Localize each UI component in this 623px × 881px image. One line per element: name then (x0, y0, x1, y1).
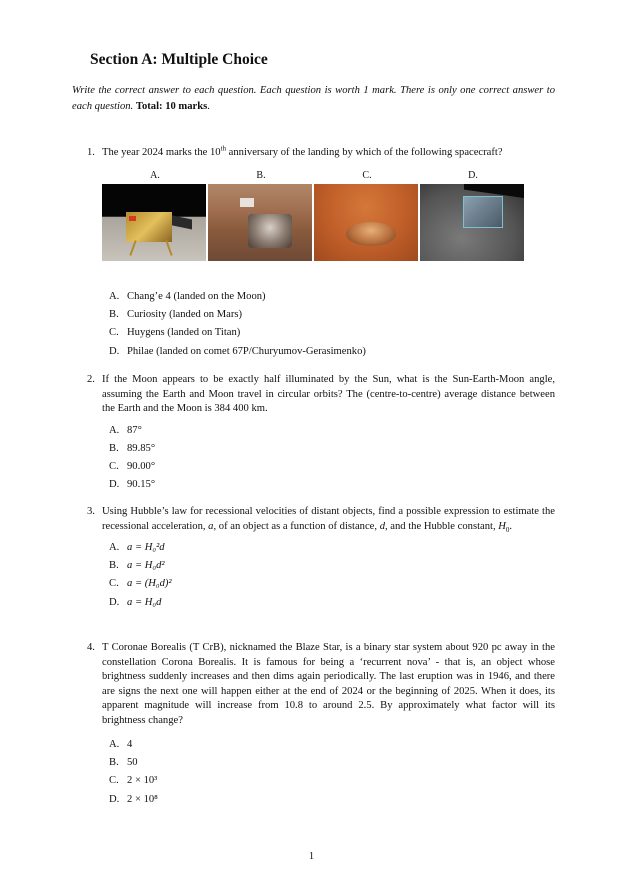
option-b[interactable]: B. a = H₀d² (109, 560, 165, 572)
option-d[interactable]: D. Philae (landed on comet 67P/Churyumov-Gerasimenko) (109, 345, 366, 357)
question-stem: If the Moon appears to be exactly half illuminated by the Sun, what is the Sun-Earth-Moon angle, assuming the Earth and Moon travel in circular orbits? The (centre-to-centre) average distance between the Earth and the Moon is 384 400 km. (102, 374, 555, 414)
question-stem: Using Hubble’s law for recessional velocities of distant objects, find a possible expression to estimate the recessional acceleration, a, of an object as a function of distance, d, and the Hubble constant, $H_0$. (102, 506, 555, 534)
question-1-options (87, 288, 555, 361)
question-number: 1. (87, 147, 95, 158)
spacecraft-images (102, 184, 524, 261)
total-marks: Total: 10 marks (135, 101, 208, 112)
image-label-a: A. (150, 170, 160, 181)
option-d[interactable]: D. a = H₀d (109, 596, 162, 608)
option-c[interactable]: C. a = (H₀d)² (109, 578, 172, 590)
option-c[interactable]: C. 90.00° (109, 460, 156, 472)
question-stem: The year 2024 marks the 10th anniversary of the landing by which of the following spacecraft? (102, 144, 503, 158)
option-d[interactable]: D. 90.15° (109, 479, 156, 491)
option-d[interactable]: D. 2 × 10⁸ (109, 793, 158, 805)
section-instructions: Write the correct answer to each question. Each question is worth 1 mark. There is only one correct answer to each question. Total: 10 marks. (72, 85, 555, 112)
option-c[interactable]: C. 2 × 10³ (109, 775, 158, 787)
question-number: 3. (87, 506, 95, 517)
section-title: Section A: Multiple Choice (90, 51, 268, 68)
question-3 (87, 505, 555, 612)
image-change4-lander (102, 184, 206, 261)
question-number: 2. (87, 374, 95, 385)
option-a[interactable]: A. 87° (109, 424, 142, 436)
option-b[interactable]: B. 50 (109, 757, 138, 769)
image-label-d: D. (468, 170, 478, 181)
image-label-c: C. (362, 170, 372, 181)
image-huygens-probe (314, 184, 418, 261)
image-philae-lander (420, 184, 524, 261)
option-b[interactable]: B. 89.85° (109, 442, 156, 454)
question-number: 4. (87, 642, 95, 653)
option-b[interactable]: B. Curiosity (landed on Mars) (109, 309, 243, 321)
page-number: 1 (308, 851, 315, 862)
image-label-b: B. (256, 170, 266, 181)
option-a[interactable]: A. 4 (109, 739, 133, 750)
instructions-text: Write the correct answer to each question. Each question is worth 1 mark. There is only one correct answer to each question. (72, 85, 555, 112)
option-a[interactable]: A. Chang’e 4 (landed on the Moon) (109, 291, 266, 302)
question-stem: T Coronae Borealis (T CrB), nicknamed the Blaze Star, is a binary star system about 920 pc away in the constellation Corona Borealis. It is famous for being a ‘recurrent nova’ - that is, an object whose brightness suddenly increases and then dims again periodically. The last eruption was in 1946, and there are signs the next one will happen either at the end of 2024 or the beginning of 2025. When it does, its apparent magnitude will increase from 10.8 to around 2.5. By approximately what factor will its brightness change? (102, 642, 555, 726)
image-curiosity-rover (208, 184, 312, 261)
question-2 (87, 373, 555, 494)
option-a[interactable]: A. a = H₀²d (109, 542, 165, 553)
question-4 (87, 641, 555, 809)
option-c[interactable]: C. Huygens (landed on Titan) (109, 327, 241, 339)
question-1 (87, 146, 555, 161)
image-labels (102, 170, 526, 181)
